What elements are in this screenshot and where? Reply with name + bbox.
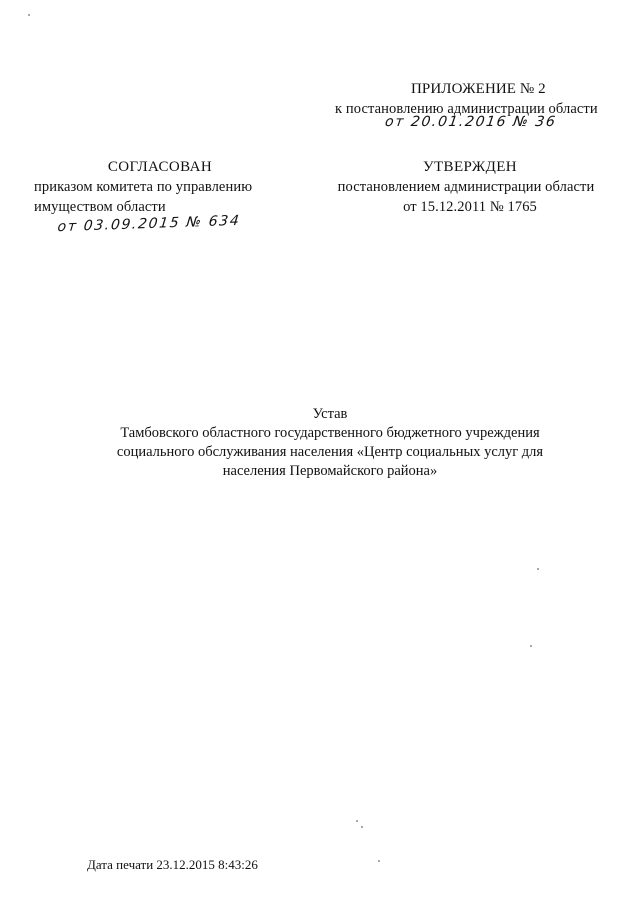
- charter-title: Устав: [312, 406, 348, 422]
- approved-line-2: от 15.12.2011 № 1765: [403, 199, 537, 215]
- charter-title-block: [100, 405, 560, 481]
- charter-line-3: населения Первомайского района»: [222, 463, 438, 479]
- print-date: Дата печати 23.12.2015 8:43:26: [87, 857, 258, 872]
- agreed-heading: СОГЛАСОВАН: [107, 159, 213, 175]
- appendix-title: ПРИЛОЖЕНИЕ № 2: [411, 81, 546, 97]
- agreed-line-2: имуществом области: [34, 199, 166, 215]
- agreed-line-1: приказом комитета по управлению: [34, 179, 253, 195]
- appendix-handwritten-date: от 20.01.2016 № 36: [383, 114, 558, 130]
- scan-speck: [361, 826, 363, 828]
- scan-speck: [28, 14, 30, 16]
- scan-speck: [378, 860, 380, 862]
- scan-speck: [537, 568, 539, 570]
- agreed-handwritten-date: от 03.09.2015 № 634: [56, 212, 242, 236]
- charter-line-1: Тамбовского областного государственного бюджетного учреждения: [120, 425, 540, 441]
- approved-line-1: постановлением администрации области: [337, 179, 595, 195]
- scan-speck: [530, 645, 532, 647]
- charter-line-2: социального обслуживания населения «Центр социальных услуг для: [116, 444, 544, 460]
- scan-speck: [356, 820, 358, 822]
- approved-heading: УТВЕРЖДЕН: [422, 159, 518, 175]
- appendix-subtitle: к постановлению администрации области: [335, 101, 598, 117]
